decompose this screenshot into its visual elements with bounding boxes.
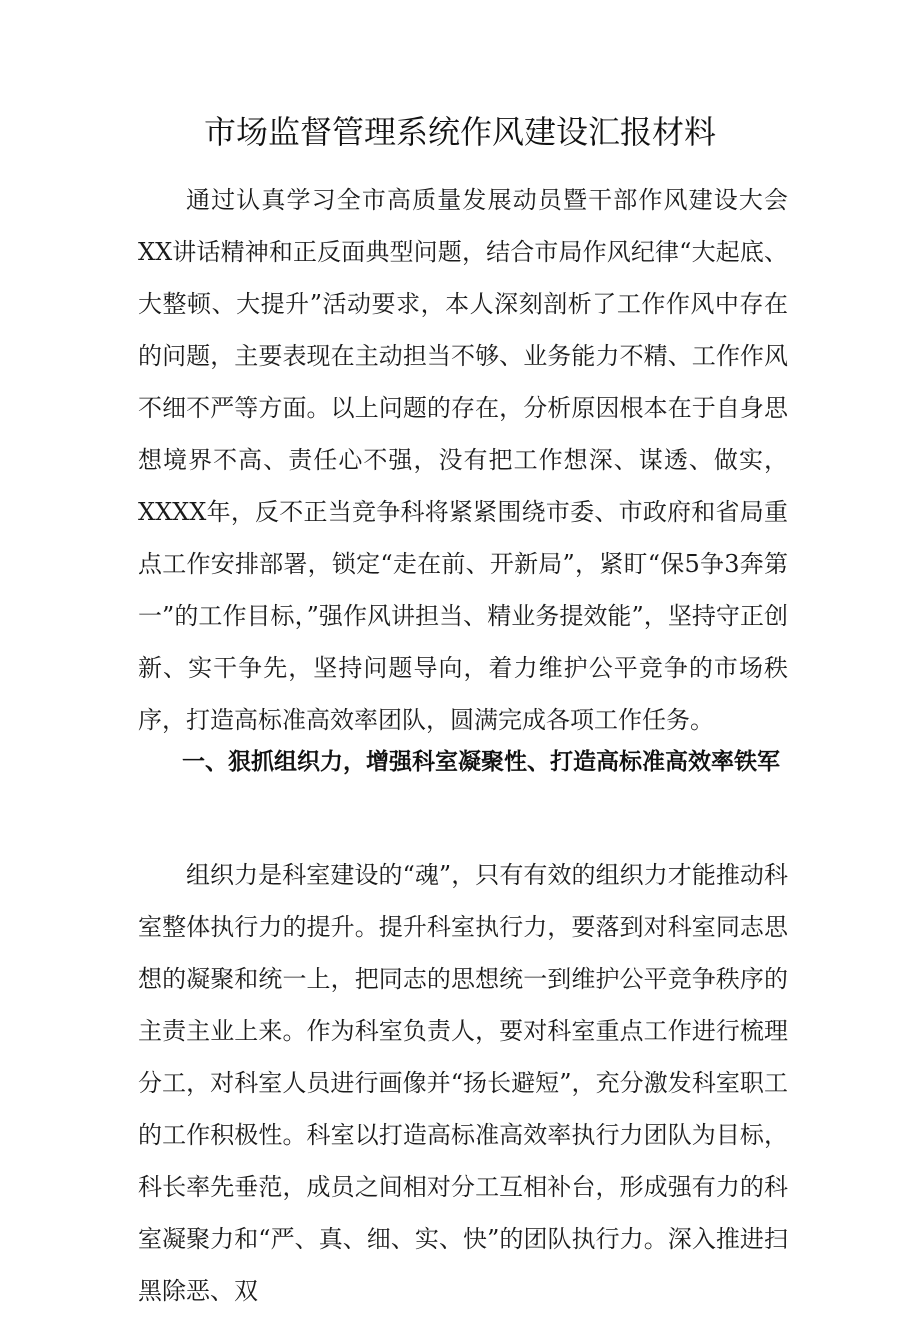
paragraph-intro: 通过认真学习全市高质量发展动员暨干部作风建设大会XX讲话精神和正反面典型问题，结合市局作风纪律“大起底、大整顿、大提升”活动要求，本人深刻剖析了工作作风中存在的问题，主要表现在主动担当不够、业务能力不精、工作作风不细不严等方面。以上问题的存在，分析原因根本在于自身思想境界不高、责任心不强，没有把工作想深、谋透、做实，XXXX年，反不正当竞争科将紧紧围绕市委、市政府和省局重点工作安排部署，锁定“走在前、开新局”，紧盯“保5争3奔第一”的工作目标，”强作风讲担当、精业务提效能”，坚持守正创新、实干争先，坚持问题导向，着力维护公平竞争的市场秩序，打造高标准高效率团队，圆满完成各项工作任务。 — [138, 186, 788, 734]
section-heading-1: 一、狠抓组织力，增强科室凝聚性、打造高标准高效率铁军 — [182, 749, 780, 775]
document-title: 市场监督管理系统作风建设汇报材料 — [203, 113, 716, 151]
paragraph-section-1: 组织力是科室建设的“魂”，只有有效的组织力才能推动科室整体执行力的提升。提升科室执行力，要落到对科室同志思想的凝聚和统一上，把同志的思想统一到维护公平竞争秩序的主责主业上来。作为科室负责人，要对科室重点工作进行梳理分工，对科室人员进行画像并“扬长避短”，充分激发科室职工的工作积极性。科室以打造高标准高效率执行力团队为目标，科长率先垂范，成员之间相对分工互相补台，形成强有力的科室凝聚力和“严、真、细、实、快”的团队执行力。深入推进扫黑除恶、双 — [138, 861, 788, 1305]
